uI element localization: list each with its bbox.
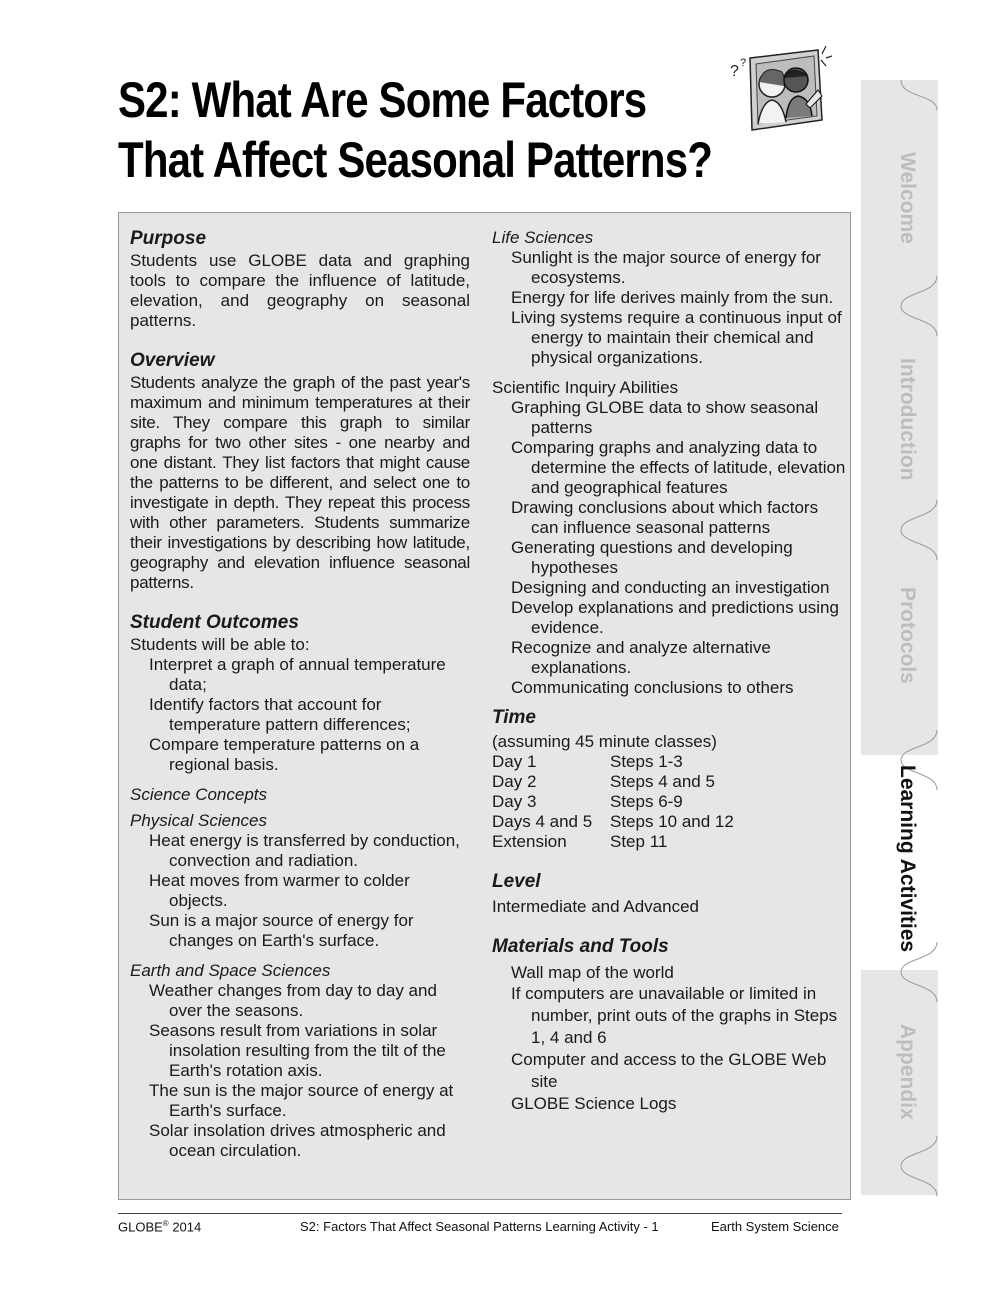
- inquiry-heading: Scientific Inquiry Abilities: [492, 378, 679, 397]
- time-day: Extension: [492, 832, 567, 851]
- inquiry-item: Develop explanations and predictions using evidence.: [511, 598, 839, 637]
- inquiry-item: Recognize and analyze alternative explanations.: [511, 638, 771, 677]
- tab-protocols-label: Protocols: [896, 587, 919, 684]
- earth-concept-item: The sun is the major source of energy at Earth's surface.: [149, 1081, 454, 1120]
- right-column: [492, 213, 847, 1115]
- footer-center: S2: Factors That Affect Seasonal Patterns Learning Activity - 1: [300, 1219, 659, 1234]
- inquiry-item: Graphing GLOBE data to show seasonal patterns: [511, 398, 819, 437]
- time-steps: Steps 4 and 5: [610, 772, 715, 791]
- inquiry-item: Generating questions and developing hypotheses: [511, 538, 793, 577]
- registered-mark: ®: [162, 1219, 169, 1228]
- life-sciences-heading: Life Sciences: [492, 228, 594, 247]
- purpose-text: Students use GLOBE data and graphing tools to compare the influence of latitude, elevation, and geography on seasonal patterns.: [130, 251, 470, 330]
- footer-left: [118, 1219, 201, 1234]
- students-thinking-illustration: [722, 46, 832, 136]
- physical-concept-item: Sun is a major source of energy for changes on Earth's surface.: [149, 911, 414, 950]
- outcomes-heading: Student Outcomes: [130, 612, 299, 633]
- time-steps: Steps 6-9: [610, 792, 683, 811]
- tab-divider-curve: [861, 80, 938, 140]
- life-concept-item: Living systems require a continuous input of energy to maintain their chemical and physical organizations.: [511, 308, 842, 367]
- time-steps: Steps 1-3: [610, 752, 683, 771]
- tab-learning-activities-label: Learning Activities: [896, 765, 919, 953]
- time-note: (assuming 45 minute classes): [492, 732, 717, 751]
- time-steps: Step 11: [610, 832, 668, 851]
- overview-heading: Overview: [130, 350, 215, 371]
- earth-concept-item: Weather changes from day to day and over the seasons.: [149, 981, 437, 1020]
- tab-welcome-label: Welcome: [896, 152, 919, 244]
- outcomes-intro: Students will be able to:: [130, 635, 310, 654]
- footer-right: Earth System Science: [711, 1219, 839, 1234]
- inquiry-item: Drawing conclusions about which factors can influence seasonal patterns: [511, 498, 819, 537]
- outcome-item: Compare temperature patterns on a regional basis.: [149, 735, 420, 774]
- page-title: [118, 70, 712, 190]
- life-concept-item: Energy for life derives mainly from the sun.: [511, 288, 834, 307]
- time-day: Day 3: [492, 792, 537, 811]
- material-item: Computer and access to the GLOBE Web site: [511, 1050, 827, 1091]
- outcome-item: Interpret a graph of annual temperature data;: [149, 655, 446, 694]
- tab-appendix-label: Appendix: [896, 1024, 919, 1120]
- svg-text:?: ?: [730, 63, 739, 80]
- inquiry-item: Communicating conclusions to others: [511, 678, 794, 697]
- level-text: Intermediate and Advanced: [492, 897, 699, 916]
- time-day: Day 2: [492, 772, 537, 791]
- level-heading: Level: [492, 871, 541, 892]
- footer-year: 2014: [168, 1219, 202, 1235]
- outcome-item: Identify factors that account for temperature pattern differences;: [149, 695, 411, 734]
- title-line-2: That Affect Seasonal Patterns?: [118, 132, 713, 188]
- tab-divider-curve: [861, 1136, 938, 1196]
- materials-heading: Materials and Tools: [492, 936, 669, 957]
- overview-text: Students analyze the graph of the past year's maximum and minimum temperatures at their site. They compare this graph to similar graphs for two other sites - one nearby and one distant. They list factors that might cause the patterns to be different, and select one to investigate in depth. They repeat this process with other parameters. Students summarize their investigations by describing how latitude, geography and elevation influence seasonal patterns.: [130, 373, 470, 592]
- time-schedule: [492, 752, 847, 852]
- lesson-summary-box: [118, 212, 851, 1200]
- tab-introduction-label: Introduction: [896, 358, 919, 481]
- physical-concept-item: Heat moves from warmer to colder objects.: [149, 871, 410, 910]
- time-day: Day 1: [492, 752, 537, 771]
- earth-space-heading: Earth and Space Sciences: [130, 961, 331, 980]
- time-day: Days 4 and 5: [492, 812, 593, 831]
- section-tabs: [861, 80, 938, 1195]
- life-concept-item: Sunlight is the major source of energy for ecosystems.: [511, 248, 821, 287]
- footer-brand: GLOBE: [118, 1219, 163, 1235]
- svg-text:?: ?: [740, 57, 747, 69]
- tab-divider-curve: [861, 500, 938, 560]
- time-heading: Time: [492, 707, 537, 728]
- footer-divider: [118, 1213, 842, 1214]
- title-line-1: S2: What Are Some Factors: [118, 72, 647, 128]
- material-item: Wall map of the world: [511, 963, 674, 982]
- physical-concept-item: Heat energy is transferred by conduction, convection and radiation.: [149, 831, 460, 870]
- physical-sciences-heading: Physical Sciences: [130, 811, 268, 830]
- earth-concept-item: Solar insolation drives atmospheric and ocean circulation.: [149, 1121, 446, 1160]
- earth-concept-item: Seasons result from variations in solar insolation resulting from the tilt of the Earth's rotation axis.: [149, 1021, 446, 1080]
- inquiry-item: Designing and conducting an investigation: [511, 578, 830, 597]
- material-item: GLOBE Science Logs: [511, 1094, 677, 1113]
- time-steps: Steps 10 and 12: [610, 812, 734, 831]
- material-item: If computers are unavailable or limited in number, print outs of the graphs in Steps 1, 4 and 6: [511, 984, 838, 1047]
- science-concepts-heading: Science Concepts: [130, 785, 268, 804]
- left-column: [130, 213, 470, 1161]
- purpose-heading: Purpose: [130, 228, 207, 249]
- inquiry-item: Comparing graphs and analyzing data to determine the effects of latitude, elevation and geographical features: [511, 438, 846, 497]
- tab-divider-curve: [861, 276, 938, 336]
